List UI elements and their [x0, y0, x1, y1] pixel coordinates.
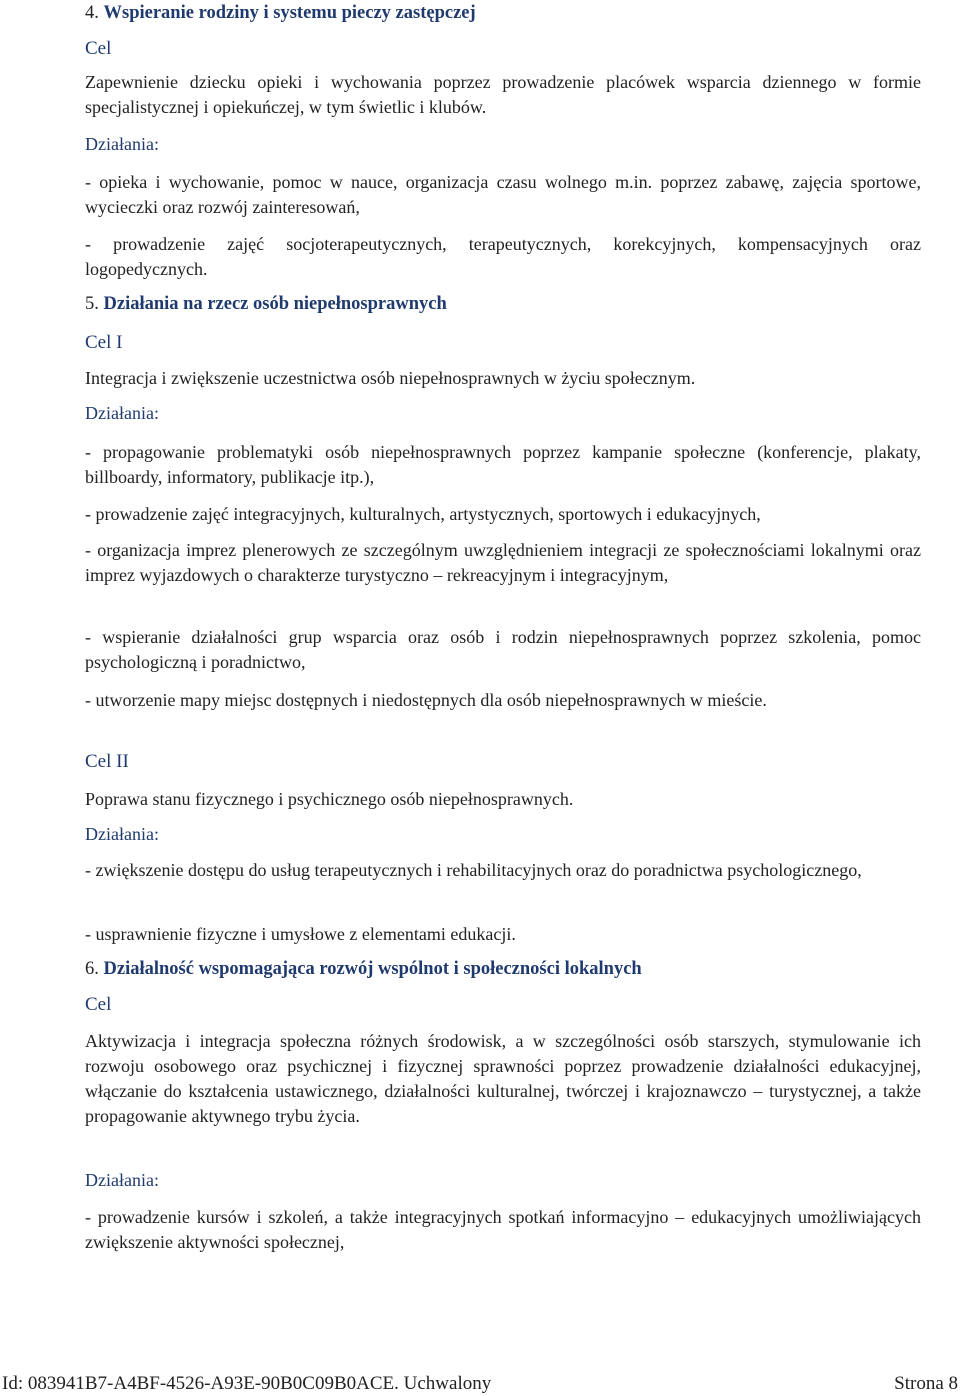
section-6-goal-label: Cel	[85, 994, 112, 1015]
section-5-actions2-label: Działania:	[85, 824, 159, 844]
section-5-number: 5.	[85, 294, 99, 314]
section-5-action-item: - organizacja imprez plenerowych ze szczególnym uwzględnieniem integracji ze społecznościami lokalnymi oraz imprez wyjazdowych o charakterze turystyczno – rekreacyjnym i integracyjnym,	[85, 540, 921, 585]
section-4-goal-label: Cel	[85, 38, 112, 59]
section-5-action-item: - usprawnienie fizyczne i umysłowe z elementami edukacji.	[85, 924, 516, 944]
section-6-title: Działalność wspomagająca rozwój wspólnot i społeczności lokalnych	[103, 959, 642, 979]
section-5-actions1-label: Działania:	[85, 403, 159, 423]
section-5-goal2-label: Cel II	[85, 751, 129, 772]
section-6-number: 6.	[85, 959, 99, 979]
section-5-goal1-label: Cel I	[85, 332, 123, 353]
section-5-action-item: - wspieranie działalności grup wsparcia oraz osób i rodzin niepełnosprawnych poprzez szkolenia, pomoc psychologiczną i poradnictwo,	[85, 627, 921, 672]
section-4-goal-text: Zapewnienie dziecku opieki i wychowania poprzez prowadzenie placówek wsparcia dziennego w formie specjalistycznej i opiekuńczej, w tym świetlic i klubów.	[85, 72, 921, 117]
section-5-action-item: - propagowanie problematyki osób niepełnosprawnych poprzez kampanie społeczne (konferencje, plakaty, billboardy, informatory, publikacje itp.),	[85, 442, 921, 487]
section-6-actions-label: Działania:	[85, 1170, 159, 1190]
section-4-action-item: - opieka i wychowanie, pomoc w nauce, organizacja czasu wolnego m.in. poprzez zabawę, zajęcia sportowe, wycieczki oraz rozwój zainteresowań,	[85, 172, 921, 217]
section-5-action-item: - prowadzenie zajęć integracyjnych, kulturalnych, artystycznych, sportowych i edukacyjnych,	[85, 504, 761, 524]
section-6-heading	[85, 957, 642, 982]
section-4-heading	[85, 1, 476, 26]
section-6-goal-text: Aktywizacja i integracja społeczna różnych środowisk, a w szczególności osób starszych, stymulowanie ich rozwoju osobowego oraz psychicznej i fizycznej sprawności poprzez prowadzenie działalności edukacyjnej, włączanie do kształcenia ustawicznego, działalności kulturalnej, twórczej i krajoznawczo – turystycznej, a także propagowanie aktywnego trybu życia.	[85, 1031, 921, 1126]
section-5-goal2-text: Poprawa stanu fizycznego i psychicznego osób niepełnosprawnych.	[85, 789, 574, 809]
section-4-action-item: - prowadzenie zajęć socjoterapeutycznych, terapeutycznych, korekcyjnych, kompensacyjnych oraz logopedycznych.	[85, 234, 921, 279]
section-4-actions-label: Działania:	[85, 134, 159, 154]
section-4-number: 4.	[85, 3, 99, 23]
section-5-action-item: - zwiększenie dostępu do usług terapeutycznych i rehabilitacyjnych oraz do poradnictwa psychologicznego,	[85, 860, 862, 880]
section-5-title: Działania na rzecz osób niepełnosprawnych	[103, 294, 447, 314]
document-id: Id: 083941B7-A4BF-4526-A93E-90B0C09B0ACE. Uchwalony	[2, 1373, 492, 1394]
section-5-action-item: - utworzenie mapy miejsc dostępnych i niedostępnych dla osób niepełnosprawnych w mieście.	[85, 690, 767, 710]
section-5-goal1-text: Integracja i zwiększenie uczestnictwa osób niepełnosprawnych w życiu społecznym.	[85, 368, 696, 388]
section-6-action-item: - prowadzenie kursów i szkoleń, a także integracyjnych spotkań informacyjno – edukacyjnych umożliwiających zwiększenie aktywności społecznej,	[85, 1207, 921, 1252]
section-4-title: Wspieranie rodziny i systemu pieczy zastępczej	[103, 3, 476, 23]
section-5-heading	[85, 292, 447, 317]
page-number: Strona 8	[894, 1373, 958, 1394]
